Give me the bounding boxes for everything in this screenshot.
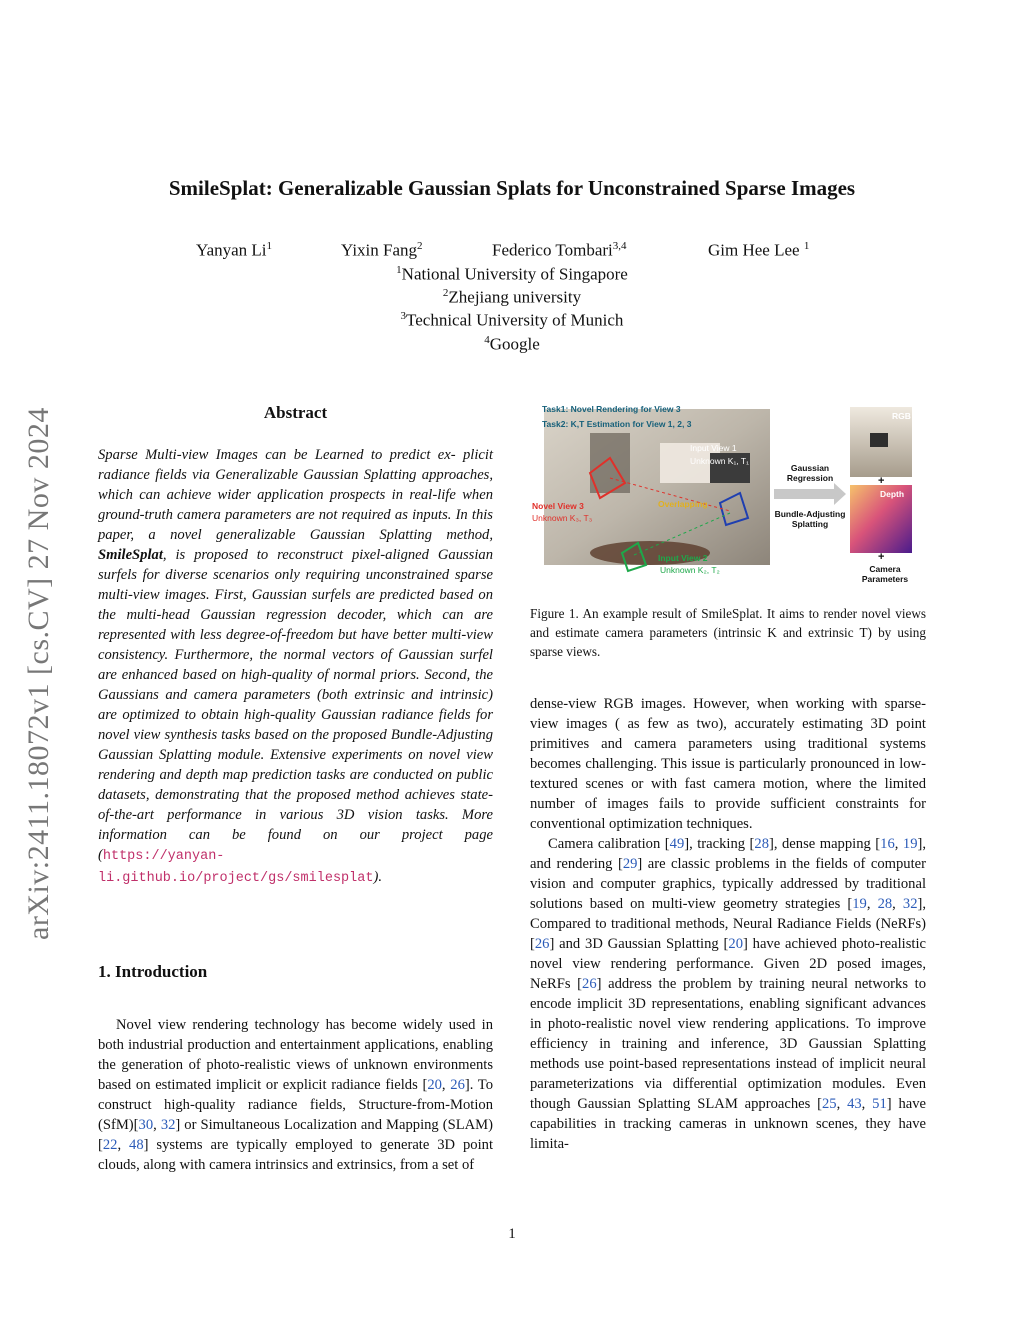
input-view-label: Input View 1 <box>690 443 737 453</box>
unknown-k1-label: Unknown K₁, T₁ <box>690 456 749 466</box>
right-paragraph-2: Camera calibration [49], tracking [28], dense mapping [16, 19], and rendering [29] are classic problems in the fields of computer vision and computer graphics, typically addressed by traditional solutions based on multi-view geometry strategies [19, 28, 32], Compared to traditional methods, Neural Radiance Fields (NeRFs) [26] and 3D Gaussian Splatting [20] have achieved photo-realistic novel view rendering performance. Given 2D posed images, NeRFs [26] address the problem by training neural networks to encode implicit 3D representations, enabling significant advances in photo-realistic novel view rendering applications. To improve efficiency in training and inference, 3D Gaussian Splatting methods use point-based representations instead of implicit neural parameterizations via differential optimization modules. Even though Gaussian Splatting SLAM approaches [25, 43, 51] have capabilities in tracking cameras in unknown scenes, they have limita- <box>530 836 927 1152</box>
novel-view-label: Novel View 3 <box>532 501 584 511</box>
page-number: 1 <box>508 1226 516 1242</box>
figure-1-caption: Figure 1. An example result of SmileSplat. It aims to render novel views and estimate camera parameters (intrinsic K and extrinsic T) by using sparse views. <box>530 606 926 659</box>
cite-19b[interactable]: 19 <box>852 896 867 912</box>
author-1: Yanyan Li$^1$ <box>196 240 273 260</box>
cite-25[interactable]: 25 <box>821 1096 837 1112</box>
author-4: Gim Hee Lee $^1$ <box>708 240 810 260</box>
cite-16[interactable]: 16 <box>880 836 895 852</box>
cite-30[interactable]: 30 <box>138 1117 154 1133</box>
gaussian-regression-label: Gaussian Regression <box>786 463 834 483</box>
cite-43[interactable]: 43 <box>847 1096 862 1112</box>
plus-2-label: + <box>878 551 885 563</box>
cite-48[interactable]: 48 <box>129 1137 144 1153</box>
figure-1 <box>530 403 926 593</box>
intro-body: Novel view rendering technology has become widely used in both industrial production and entertainment applications, enabling the generation of photo-realistic views of unknown environments based on estimated implicit or explicit radiance fields [20, 26]. To construct high-quality radiance fields, Structure-from-Motion (SfM)[30, 32] or Simultaneous Localization and Mapping (SLAM) [22, 48] systems are typically employed to generate 3D point clouds, along with camera intrinsics and extrinsics, from a set of <box>98 1017 494 1173</box>
cite-26c[interactable]: 26 <box>582 976 597 992</box>
rgb-label: RGB <box>892 411 911 421</box>
project-link[interactable]: https://yanyan-li.github.io/project/gs/smilesplat <box>98 849 374 886</box>
cite-28b[interactable]: 28 <box>877 896 893 912</box>
overlapping-label: Overlapping <box>658 499 708 509</box>
method-name: SmileSplat <box>98 547 163 563</box>
unknown-k3-label: Unknown K₃, T₃ <box>532 513 593 523</box>
cite-28[interactable]: 28 <box>754 836 769 852</box>
right-column-body <box>530 694 926 1154</box>
cite-49[interactable]: 49 <box>669 836 685 852</box>
cite-32[interactable]: 32 <box>160 1117 176 1133</box>
affiliation-1: $^1$National University of Singapore <box>396 264 628 284</box>
cite-20b[interactable]: 20 <box>728 936 743 952</box>
unknown-k2-label: Unknown K₂, T₂ <box>660 565 720 575</box>
cite-32b[interactable]: 32 <box>902 896 918 912</box>
cite-29[interactable]: 29 <box>622 856 638 872</box>
arxiv-stamp: arXiv:2411.18072v1 [cs.CV] 27 Nov 2024 <box>22 407 55 940</box>
affiliation-3: $^3$Technical University of Munich <box>400 310 624 330</box>
right-paragraph-1: dense-view RGB images. However, when working with sparse-view images ( as few as two), accurately estimating 3D point primitives and camera parameters using traditional systems becomes challenging. This issue is particularly pronounced in low-textured scenes or with fast camera motion, where the limited number of images fails to provide sufficient constraints for conventional optimization techniques. <box>530 696 926 832</box>
camera-params-label: Camera Parameters <box>861 564 909 584</box>
input-view2-label: Input View 2 <box>658 553 708 563</box>
task2-label: Task2: K,T Estimation for View 1, 2, 3 <box>542 419 692 429</box>
abstract-body: Sparse Multi-view Images can be Learned to predict ex- plicit radiance fields via Generalizable Gaussian Splatting approaches, which can achieve wider application prospects in real-life when ground-truth camera parameters are not required as inputs. In this paper, a novel generalizable Gaussian Splatting method, SmileSplat, is proposed to reconstruct pixel-aligned Gaussian surfels for diverse scenarios only requiring unconstrained sparse multi-view images. First, Gaussian surfels are predicted based on the multi-head Gaussian regression decoder, which can are represented with less degree-of-freedom but have better multi-view consistency. Furthermore, the normal vectors of Gaussian surfel are enhanced based on high-quality of normal priors. Second, the Gaussians and camera parameters (both extrinsic and intrinsic) are optimized to obtain high-quality Gaussian radiance fields for novel view synthesis tasks based on the proposed Bundle-Adjusting Gaussian Splatting module. Extensive experiments on novel view rendering and depth map prediction tasks are conducted on public datasets, demonstrating that the proposed method achieves state-of-the-art performance in various 3D vision tasks. More information can be found on our project page (https://yanyan-li.github.io/project/gs/smilesplat). <box>98 447 493 886</box>
plus-1-label: + <box>878 475 885 487</box>
author-3: Federico Tombari$^{3,4}$ <box>492 240 627 260</box>
arrow-icon <box>834 483 846 505</box>
cite-20[interactable]: 20 <box>427 1077 442 1093</box>
cite-19[interactable]: 19 <box>902 836 918 852</box>
intro-heading: 1. Introduction <box>98 962 208 981</box>
cite-51[interactable]: 51 <box>872 1096 887 1112</box>
ba-splatting-label: Bundle-Adjusting Splatting <box>774 509 846 529</box>
cite-26[interactable]: 26 <box>450 1077 465 1093</box>
abstract-heading: Abstract <box>263 403 328 422</box>
cite-22[interactable]: 22 <box>102 1137 118 1153</box>
affiliation-2: $^2$Zhejiang university <box>442 287 582 307</box>
affiliation-4: $^4$Google <box>484 334 540 354</box>
abstract-acronym-prefix: Sparse Multi-view Images can be Learned to predict ex- plicit radiance fields via Generalizable Gaussian Splatting <box>98 447 493 483</box>
depth-label: Depth <box>880 489 905 499</box>
author-2: Yixin Fang$^2$ <box>341 240 423 260</box>
task1-label: Task1: Novel Rendering for View 3 <box>542 404 681 414</box>
cite-26b[interactable]: 26 <box>534 936 550 952</box>
paper-title: SmileSplat: Generalizable Gaussian Splats for Unconstrained Sparse Images <box>168 176 856 200</box>
